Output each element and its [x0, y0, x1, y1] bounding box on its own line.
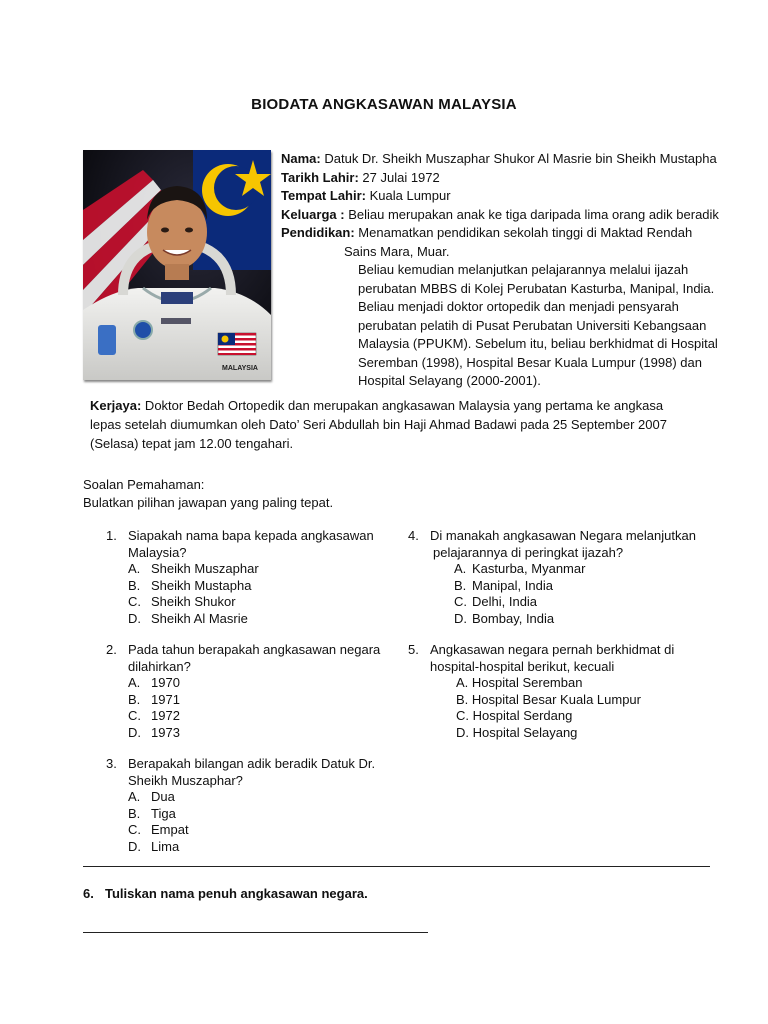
question-text: Angkasawan negara pernah berkhidmat di — [430, 642, 675, 657]
answer-line[interactable] — [83, 932, 428, 933]
astronaut-photo — [83, 150, 271, 380]
option-c[interactable]: C. Empat — [128, 822, 189, 837]
bio-pendidikan: Pendidikan: Menamatkan pendidikan sekolah tinggi di Maktad Rendah — [281, 225, 693, 240]
option-a[interactable]: A. 1970 — [128, 675, 180, 690]
bio-pendidikan-line: Hospital Selayang (2000-2001). — [358, 373, 541, 388]
option-a[interactable]: A. Dua — [128, 789, 175, 804]
option-c[interactable]: C. Sheikh Shukor — [128, 594, 236, 609]
question-2 — [106, 642, 396, 741]
bio-pendidikan-line: Sains Mara, Muar. — [344, 243, 450, 259]
bio-pendidikan-line: Seremban (1998), Hospital Besar Kuala Lumpur (1998) dan — [358, 354, 702, 370]
soalan-header — [83, 476, 333, 512]
question-4 — [408, 528, 728, 627]
bio-tarikh-lahir: Tarikh Lahir: 27 Julai 1972 — [281, 169, 440, 185]
option-d[interactable]: D. Bombay, India — [454, 610, 555, 626]
question-number: 6. — [83, 886, 94, 901]
option-d[interactable]: D. 1973 — [128, 724, 180, 740]
question-6 — [83, 886, 683, 903]
question-text: pelajarannya di peringkat ijazah? — [433, 544, 624, 560]
question-text: Malaysia? — [128, 544, 187, 560]
question-text: hospital-hospital berikut, kecuali — [430, 658, 615, 674]
bio-pendidikan-line: perubatan MBBS di Kolej Perubatan Kasturba, Manipal, India. — [358, 280, 715, 296]
option-a[interactable]: A. Sheikh Muszaphar — [128, 561, 259, 576]
option-c[interactable]: C. Hospital Serdang — [456, 708, 573, 723]
bio-nama: Nama: Datuk Dr. Sheikh Muszaphar Shukor Al Masrie bin Sheikh Mustapha — [281, 151, 717, 166]
soalan-instruction: Bulatkan pilihan jawapan yang paling tepat. — [83, 495, 334, 510]
option-d[interactable]: D. Lima — [128, 838, 180, 854]
question-number: 5. — [408, 642, 419, 657]
question-text: Tuliskan nama penuh angkasawan negara. — [105, 886, 368, 901]
option-b[interactable]: B. 1971 — [128, 691, 180, 707]
astronaut-illustration — [83, 150, 271, 380]
question-3 — [106, 756, 396, 855]
option-b[interactable]: B. Sheikh Mustapha — [128, 577, 252, 593]
option-c[interactable]: C. 1972 — [128, 708, 180, 723]
question-text: Siapakah nama bapa kepada angkasawan — [128, 528, 374, 543]
kerjaya-line: lepas setelah diumumkan oleh Dato’ Seri Abdullah bin Haji Ahmad Badawi pada 25 September 2007 — [90, 417, 667, 432]
bio-tempat-lahir: Tempat Lahir: Kuala Lumpur — [281, 188, 451, 203]
question-5 — [408, 642, 728, 741]
bio-pendidikan-line: Beliau kemudian melanjutkan pelajarannya melalui ijazah — [358, 262, 689, 277]
photo-badge-text: MALAYSIA — [222, 365, 258, 372]
question-text: Berapakah bilangan adik beradik Datuk Dr. — [128, 756, 376, 771]
question-text: dilahirkan? — [128, 658, 191, 674]
kerjaya-line: (Selasa) tepat jam 12.00 tengahari. — [90, 436, 294, 451]
question-number: 3. — [106, 756, 117, 771]
option-a[interactable]: A. Kasturba, Myanmar — [454, 561, 586, 576]
bio-pendidikan-line: perubatan pelatih di Pusat Perubatan Universiti Kebangsaan — [358, 317, 707, 333]
option-c[interactable]: C. Delhi, India — [454, 594, 538, 609]
kerjaya-block — [90, 396, 710, 453]
bio-pendidikan-line: Malaysia (PPUKM). Sebelum itu, beliau berkhidmat di Hospital — [358, 336, 718, 351]
question-text: Sheikh Muszaphar? — [128, 772, 243, 788]
question-text: Di manakah angkasawan Negara melanjutkan — [430, 528, 696, 543]
question-number: 2. — [106, 642, 117, 657]
question-number: 4. — [408, 528, 419, 543]
question-number: 1. — [106, 528, 117, 543]
page-title: BIODATA ANGKASAWAN MALAYSIA — [251, 96, 517, 113]
option-d[interactable]: D. Sheikh Al Masrie — [128, 610, 248, 626]
option-b[interactable]: B. Manipal, India — [454, 577, 553, 593]
option-b[interactable]: B. Tiga — [128, 805, 176, 821]
question-text: Pada tahun berapakah angkasawan negara — [128, 642, 381, 657]
question-1 — [106, 528, 396, 627]
bio-pendidikan-line: Beliau menjadi doktor ortopedik dan menjadi pensyarah — [358, 299, 679, 314]
option-d[interactable]: D. Hospital Selayang — [456, 724, 578, 740]
kerjaya-line: Kerjaya: Doktor Bedah Ortopedik dan merupakan angkasawan Malaysia yang pertama ke angkasa — [90, 398, 664, 413]
bio-keluarga: Keluarga : Beliau merupakan anak ke tiga daripada lima orang adik beradik — [281, 206, 719, 222]
biodata-block — [281, 150, 741, 391]
option-b[interactable]: B. Hospital Besar Kuala Lumpur — [456, 691, 641, 707]
option-a[interactable]: A. Hospital Seremban — [456, 675, 583, 690]
soalan-heading: Soalan Pemahaman: — [83, 477, 205, 492]
divider — [83, 866, 710, 867]
